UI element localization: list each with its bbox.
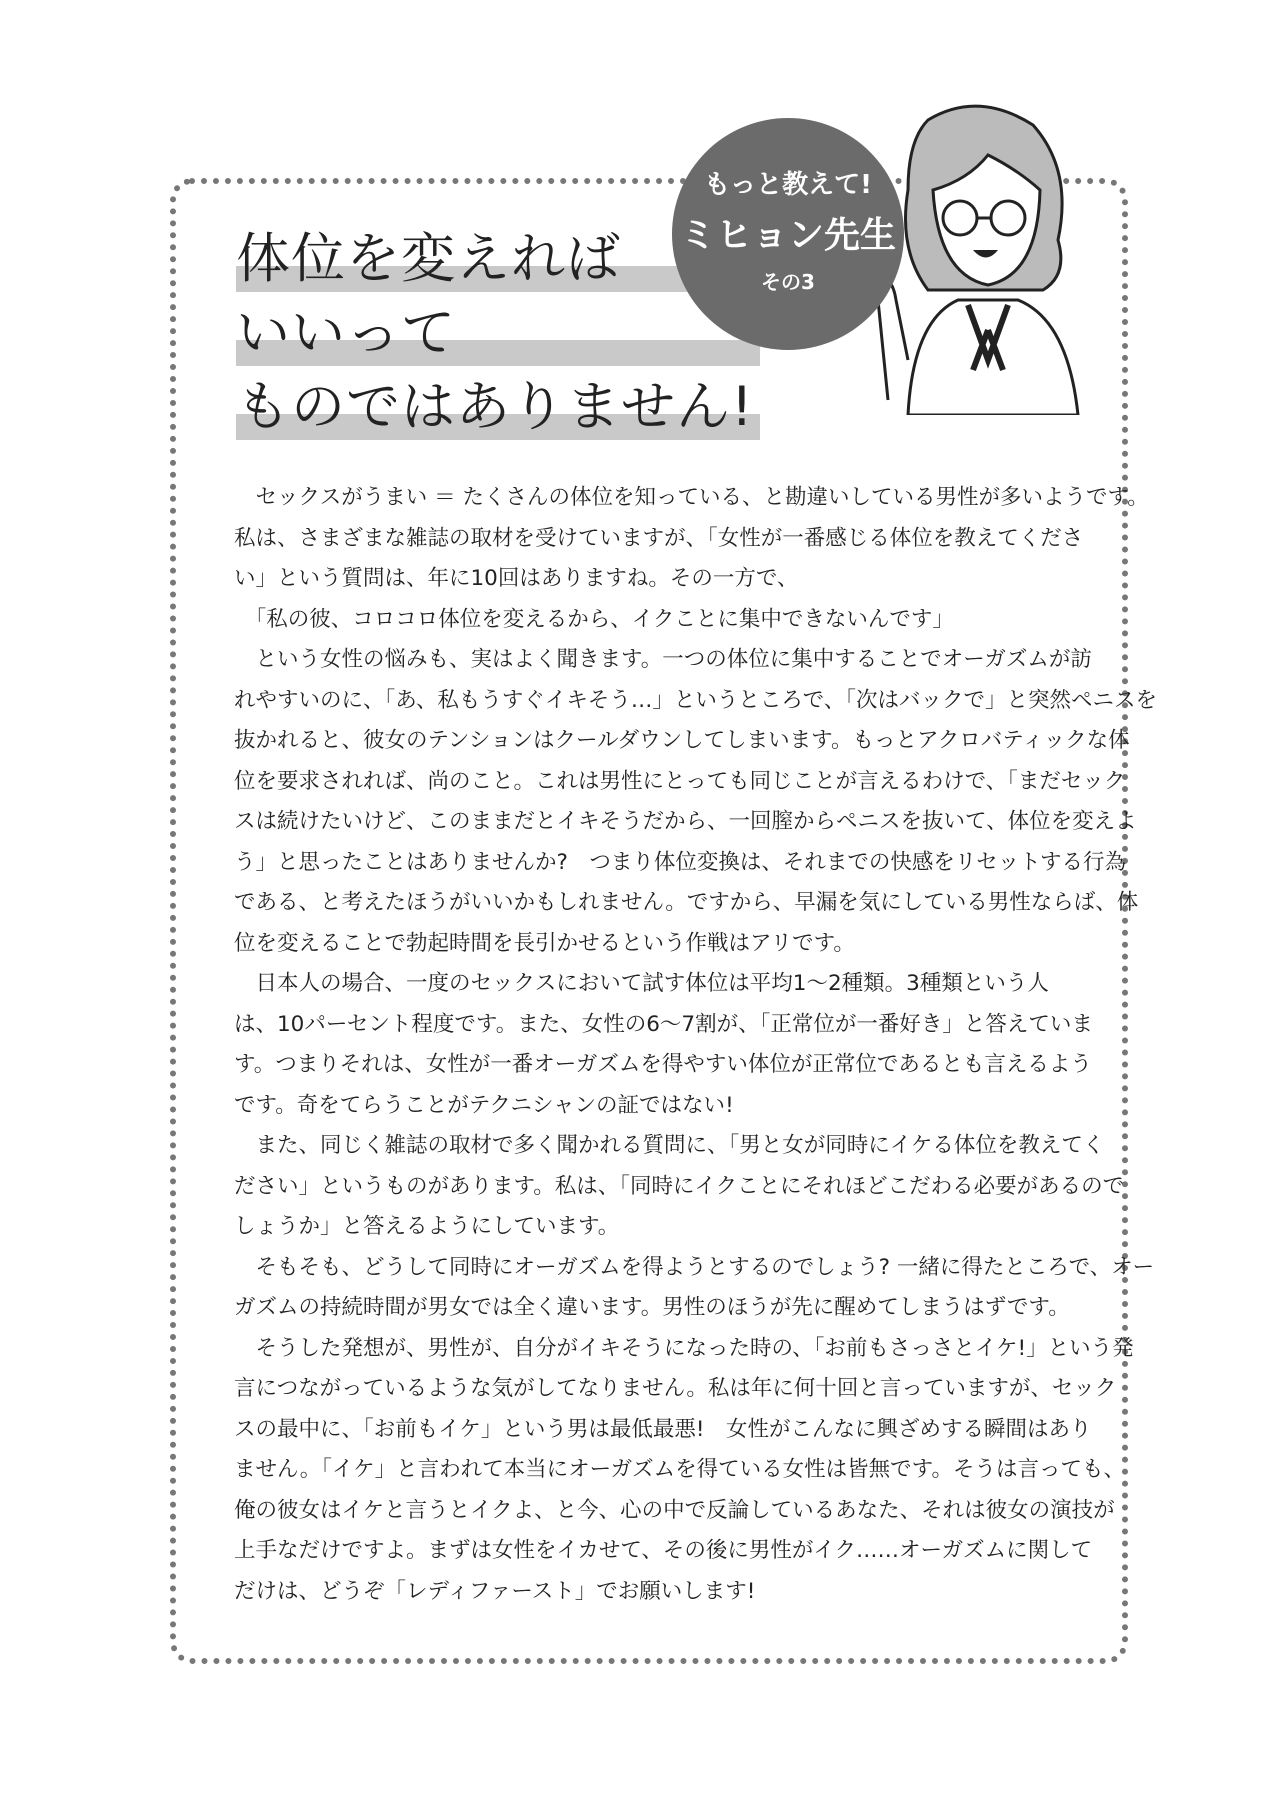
body-line: だけは、どうぞ「レディファースト」でお願いします! xyxy=(234,1578,756,1604)
badge-line-2: ミヒョン先生 xyxy=(679,215,896,256)
title-text: いいって xyxy=(236,301,456,364)
body-line: 言につながっているような気がしてなりません。私は年に何十回と言っていますが、セック xyxy=(234,1376,1117,1401)
body-line: セックスがうまい ＝ たくさんの体位を知っている、と勘違いしている男性が多いようです。 xyxy=(234,485,1149,510)
body-line: 位を変えることで勃起時間を長引かせるという作戦はアリです。 xyxy=(234,930,855,956)
badge-line-3: その3 xyxy=(761,270,815,294)
body-line: は、10パーセント程度です。また、女性の6～7割が、「正常位が一番好き」と答えていま xyxy=(234,1011,1093,1037)
body-line: ださい」というものがあります。私は、「同時にイクことにそれほどこだわる必要があるので xyxy=(234,1173,1125,1199)
body-line: 抜かれると、彼女のテンションはクールダウンしてしまいます。もっとアクロバティックな体 xyxy=(234,728,1130,753)
body-line: です。奇をてらうことがテクニシャンの証ではない! xyxy=(234,1092,734,1118)
body-line: れやすいのに、「あ、私もうすぐイキそう…」というところで、「次はバックで」と突然ペニスを xyxy=(234,687,1157,713)
body-line: 位を要求されれば、尚のこと。これは男性にとっても同じことが言えるわけで、「まだセック xyxy=(234,768,1126,794)
body-line: スの最中に、「お前もイケ」という男は最低最悪! 女性がこんなに興ざめする瞬間はあり xyxy=(234,1416,1092,1442)
body-line: い」という質問は、年に10回はありますね。その一方で、 xyxy=(234,566,799,591)
series-badge xyxy=(672,118,904,350)
body-line: また、同じく雑誌の取材で多く聞かれる質問に、「男と女が同時にイケる体位を教えてく xyxy=(234,1133,1105,1158)
body-line: という女性の悩みも、実はよく聞きます。一つの体位に集中することでオーガズムが訪 xyxy=(234,647,1092,672)
title-line xyxy=(236,370,754,444)
article-body xyxy=(234,478,1157,1612)
body-line: ガズムの持続時間が男女では全く違います。男性のほうが先に醒めてしまうはずです。 xyxy=(234,1295,1070,1320)
body-line: 「私の彼、コロコロ体位を変えるから、イクことに集中できないんです」 xyxy=(234,606,954,632)
body-line: そうした発想が、男性が、自分がイキそうになった時の、「お前もさっさとイケ!」という発 xyxy=(234,1335,1134,1361)
body-line: 日本人の場合、一度のセックスにおいて試す体位は平均1～2種類。3種類という人 xyxy=(234,971,1049,996)
body-line: 私は、さまざまな雑誌の取材を受けていますが、「女性が一番感じる体位を教えてくださ xyxy=(234,525,1084,551)
body-line: スは続けたいけど、このままだとイキそうだから、一回膣からペニスを抜いて、体位を変えよ xyxy=(234,809,1137,834)
body-line: 俺の彼女はイケと言うとイクよ、と今、心の中で反論しているあなた、それは彼女の演技が xyxy=(234,1497,1115,1523)
title-line xyxy=(236,296,754,370)
body-line: である、と考えたほうがいいかもしれません。ですから、早漏を気にしている男性ならば、体 xyxy=(234,890,1139,915)
title-text: 体位を変えれば xyxy=(236,227,621,290)
body-line: う」と思ったことはありませんか? つまり体位変換は、それまでの快感をリセットする行為 xyxy=(234,849,1127,875)
body-line: ません。「イケ」と言われて本当にオーガズムを得ている女性は皆無です。そうは言っても、 xyxy=(234,1457,1125,1482)
title-text: ものではありません! xyxy=(236,375,754,438)
badge-line-1: もっと教えて! xyxy=(704,170,872,200)
body-line: そもそも、どうして同時にオーガズムを得ようとするのでしょう? 一緒に得たところで、オー xyxy=(234,1254,1155,1280)
body-line: す。つまりそれは、女性が一番オーガズムを得やすい体位が正常位であるとも言えるよう xyxy=(234,1052,1092,1077)
body-line: 上手なだけですよ。まずは女性をイカせて、その後に男性がイク……オーガズムに関して xyxy=(234,1538,1093,1563)
body-line: しょうか」と答えるようにしています。 xyxy=(234,1214,620,1239)
